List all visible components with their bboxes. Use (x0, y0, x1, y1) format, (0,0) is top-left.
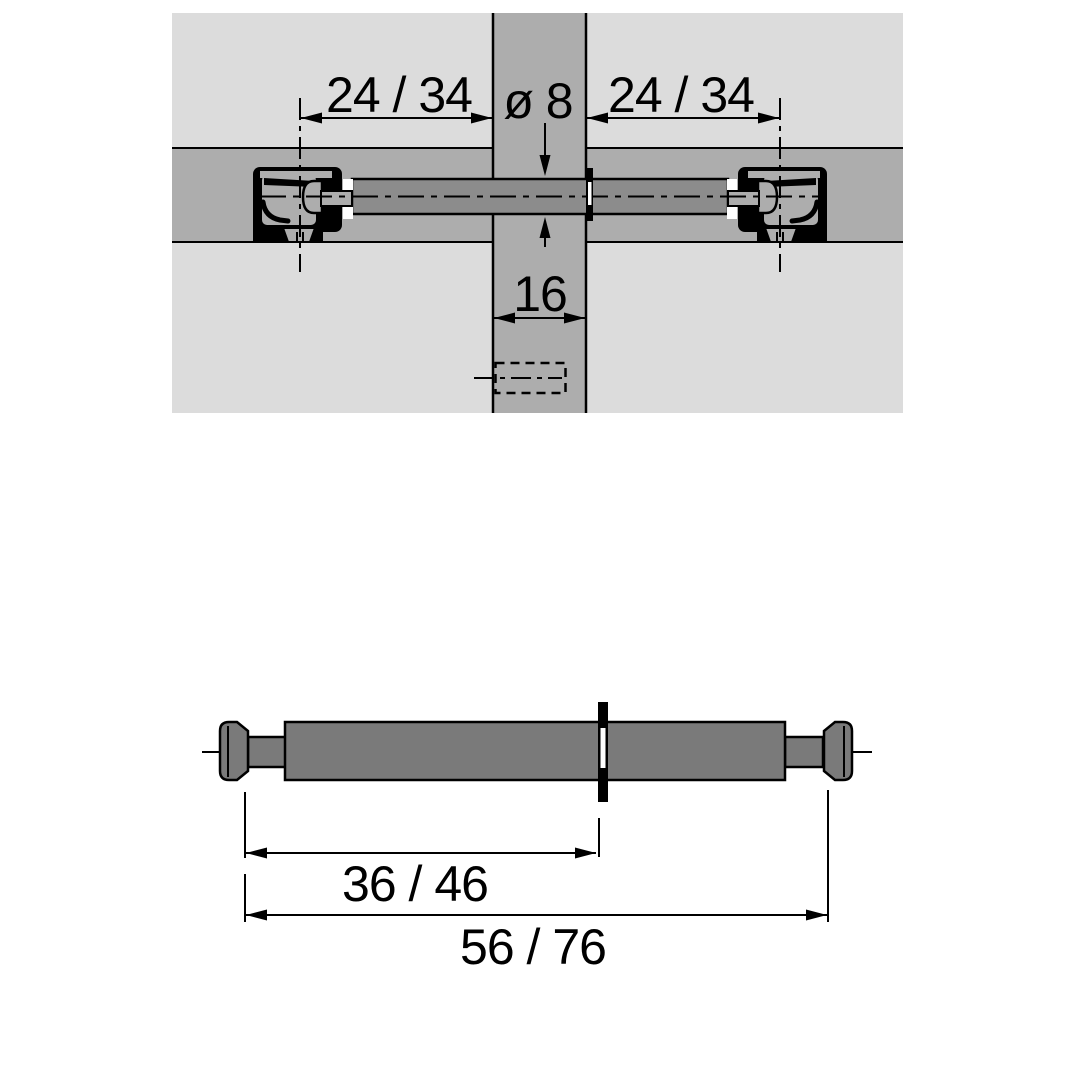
dowel-body (285, 722, 785, 780)
arrowhead-right (575, 848, 596, 859)
stop-flange (598, 702, 608, 802)
dowel-side-view (202, 702, 872, 975)
dimension-spread-left (301, 67, 492, 124)
dim-label-spread-right: 24 / 34 (608, 67, 754, 123)
head-outline (220, 722, 248, 780)
dim-label-spread-left: 24 / 34 (326, 67, 472, 123)
extension-lines (245, 790, 828, 922)
dowel-head-right (824, 722, 852, 780)
dowel-neck-section (321, 191, 352, 206)
dowel-neck-right (785, 737, 823, 767)
arrowhead-left (246, 848, 267, 859)
dim-label-diameter: ø 8 (503, 73, 573, 129)
clearance-gap-bottom (343, 206, 353, 219)
stop-flange-section (586, 168, 593, 221)
dimension-overall-length (246, 910, 827, 976)
dimension-spread-right (587, 67, 779, 124)
dim-label-overall-length: 56 / 76 (460, 919, 606, 975)
flange-slot (601, 728, 606, 768)
dowel-neck-left (248, 737, 288, 767)
flange-slot (588, 182, 592, 205)
dim-label-panel-thickness: 16 (513, 266, 567, 322)
dim-label-inner-length: 36 / 46 (342, 856, 488, 912)
arrowhead-left (246, 910, 267, 921)
dowel-head-left (220, 722, 248, 780)
dimension-inner-length (246, 848, 596, 913)
arrowhead-right (806, 910, 827, 921)
cross-section-view (172, 13, 903, 413)
